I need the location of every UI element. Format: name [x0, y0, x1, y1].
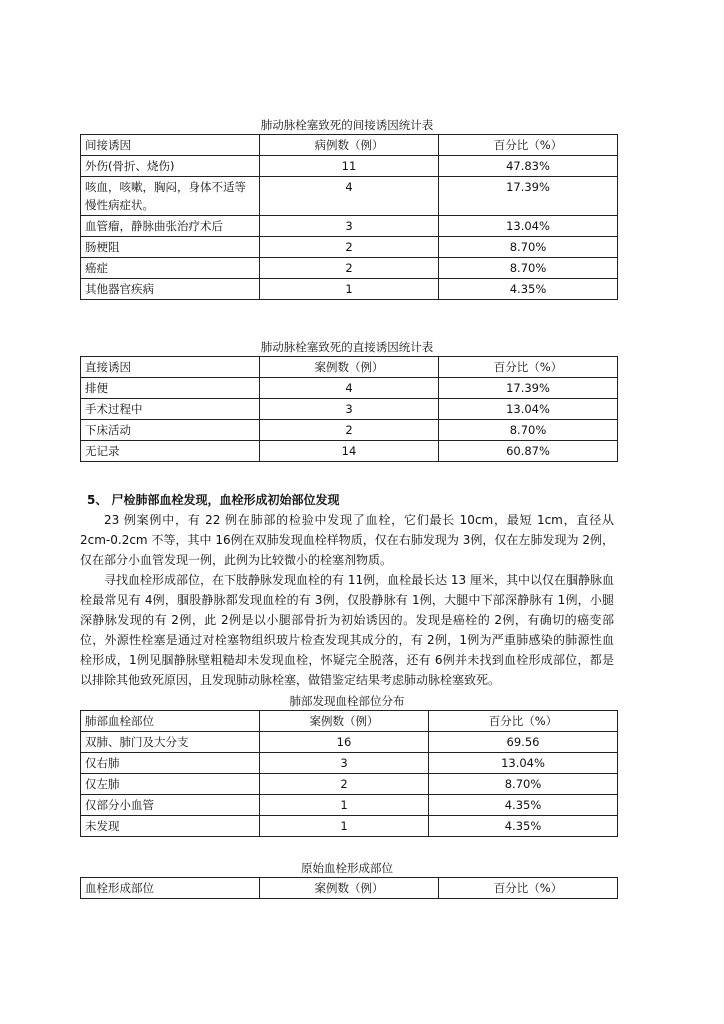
table-row	[81, 732, 618, 753]
table-cell: 60.87%	[439, 441, 618, 462]
table-cell: 8.70%	[429, 774, 618, 795]
table-header-row	[81, 135, 618, 156]
table-cell: 案例数（例）	[260, 711, 429, 732]
table-cell: 1	[260, 795, 429, 816]
table-row	[81, 774, 618, 795]
table3-title: 肺部发现血栓部位分布	[289, 694, 405, 708]
table-cell: 仅右肺	[81, 753, 260, 774]
table-cell: 其他器官疾病	[81, 279, 260, 300]
table-cell: 肺部血栓部位	[81, 711, 260, 732]
table-header-row	[81, 878, 618, 899]
table-cell: 4.35%	[429, 816, 618, 837]
table-row	[81, 753, 618, 774]
table-cell: 4	[260, 378, 439, 399]
table-cell: 13.04%	[439, 216, 618, 237]
table-cell: 癌症	[81, 258, 260, 279]
table1-title: 肺动脉栓塞致死的间接诱因统计表	[260, 118, 434, 132]
table-row	[81, 237, 618, 258]
table4-title: 原始血栓形成部位	[301, 861, 393, 875]
table-cell: 咳血，咳嗽，胸闷，身体不适等慢性病症状。	[81, 177, 260, 216]
table-cell: 仅部分小血管	[81, 795, 260, 816]
table-cell: 血管瘤，静脉曲张治疗术后	[81, 216, 260, 237]
table-cell: 2	[260, 237, 439, 258]
direct-cause-table	[80, 356, 618, 462]
table-cell: 案例数（例）	[260, 878, 439, 899]
table-row	[81, 420, 618, 441]
table-row	[81, 279, 618, 300]
table-row	[81, 216, 618, 237]
paragraph: 23 例案例中，有 22 例在肺部的检验中发现了血栓，它们最长 10cm，最短 1cm，直径从 2cm-0.2cm 不等，其中 16例在双肺发现血栓样物质，仅在右肺发现为 3例，仅在左肺发现为 2例，仅在部分小血管发现一例，此例为比较微小的栓塞剂物质。	[80, 513, 614, 567]
table-cell: 百分比（%）	[439, 357, 618, 378]
table-cell: 8.70%	[439, 420, 618, 441]
table-cell: 13.04%	[429, 753, 618, 774]
table-cell: 14	[260, 441, 439, 462]
table-row	[81, 156, 618, 177]
table-cell: 69.56	[429, 732, 618, 753]
table-cell: 8.70%	[439, 258, 618, 279]
table-cell: 3	[260, 216, 439, 237]
table-cell: 17.39%	[439, 177, 618, 216]
table-cell: 2	[260, 420, 439, 441]
indirect-cause-table	[80, 134, 618, 300]
table-cell: 3	[260, 399, 439, 420]
table-cell: 仅左肺	[81, 774, 260, 795]
table-cell: 1	[260, 816, 429, 837]
section-heading: 5、 尸检肺部血栓发现，血栓形成初始部位发现	[87, 493, 340, 507]
table-cell: 排便	[81, 378, 260, 399]
table-cell: 百分比（%）	[429, 711, 618, 732]
table-cell: 16	[260, 732, 429, 753]
table-row	[81, 441, 618, 462]
table-row	[81, 258, 618, 279]
table-row	[81, 816, 618, 837]
table-cell: 2	[260, 774, 429, 795]
table-cell: 11	[260, 156, 439, 177]
table-cell: 未发现	[81, 816, 260, 837]
table-row	[81, 378, 618, 399]
table-header-row	[81, 357, 618, 378]
table-cell: 下床活动	[81, 420, 260, 441]
table-cell: 直接诱因	[81, 357, 260, 378]
table-cell: 手术过程中	[81, 399, 260, 420]
table-header-row	[81, 711, 618, 732]
table-cell: 双肺、肺门及大分支	[81, 732, 260, 753]
table-cell: 8.70%	[439, 237, 618, 258]
table-cell: 4.35%	[429, 795, 618, 816]
table2-title: 肺动脉栓塞致死的直接诱因统计表	[260, 340, 434, 354]
table-cell: 47.83%	[439, 156, 618, 177]
lung-thrombus-table	[80, 710, 618, 837]
table-cell: 病例数（例）	[260, 135, 439, 156]
table-row	[81, 795, 618, 816]
table-cell: 外伤(骨折、烧伤)	[81, 156, 260, 177]
table-cell: 肠梗阻	[81, 237, 260, 258]
table-cell: 17.39%	[439, 378, 618, 399]
table-row	[81, 177, 618, 216]
table-cell: 3	[260, 753, 429, 774]
table-cell: 4.35%	[439, 279, 618, 300]
table-cell: 1	[260, 279, 439, 300]
paragraph: 寻找血栓形成部位，在下肢静脉发现血栓的有 11例，血栓最长达 13 厘米，其中以仅在腘静脉血栓最常见有 4例，腘股静脉都发现血栓的有 3例，仅股静脉有 1例，大腿中下部深静脉有 1例，小腿深静脉发现的有 2例，此 2例是以小腿部骨折为初始诱因的。发现是癌栓的 2例，有确切的癌变部位，外源性栓塞是通过对栓塞物组织玻片检查发现其成分的，有 2例，1例为严重肺感染的肺源性血栓形成，1例见腘静脉壁粗糙却未发现血栓，怀疑完全脱落，还有 6例并未找到血栓形成部位，都是以排除其他致死原因，且发现肺动脉栓塞，做错鉴定结果考虑肺动脉栓塞致死。	[80, 573, 614, 687]
table-cell: 13.04%	[439, 399, 618, 420]
table-cell: 间接诱因	[81, 135, 260, 156]
table-cell: 百分比（%）	[439, 135, 618, 156]
origin-site-table	[80, 877, 618, 899]
table-cell: 百分比（%）	[439, 878, 618, 899]
table-cell: 案例数（例）	[260, 357, 439, 378]
table-cell: 2	[260, 258, 439, 279]
table-cell: 4	[260, 177, 439, 216]
table-cell: 无记录	[81, 441, 260, 462]
table-cell: 血栓形成部位	[81, 878, 260, 899]
table-row	[81, 399, 618, 420]
